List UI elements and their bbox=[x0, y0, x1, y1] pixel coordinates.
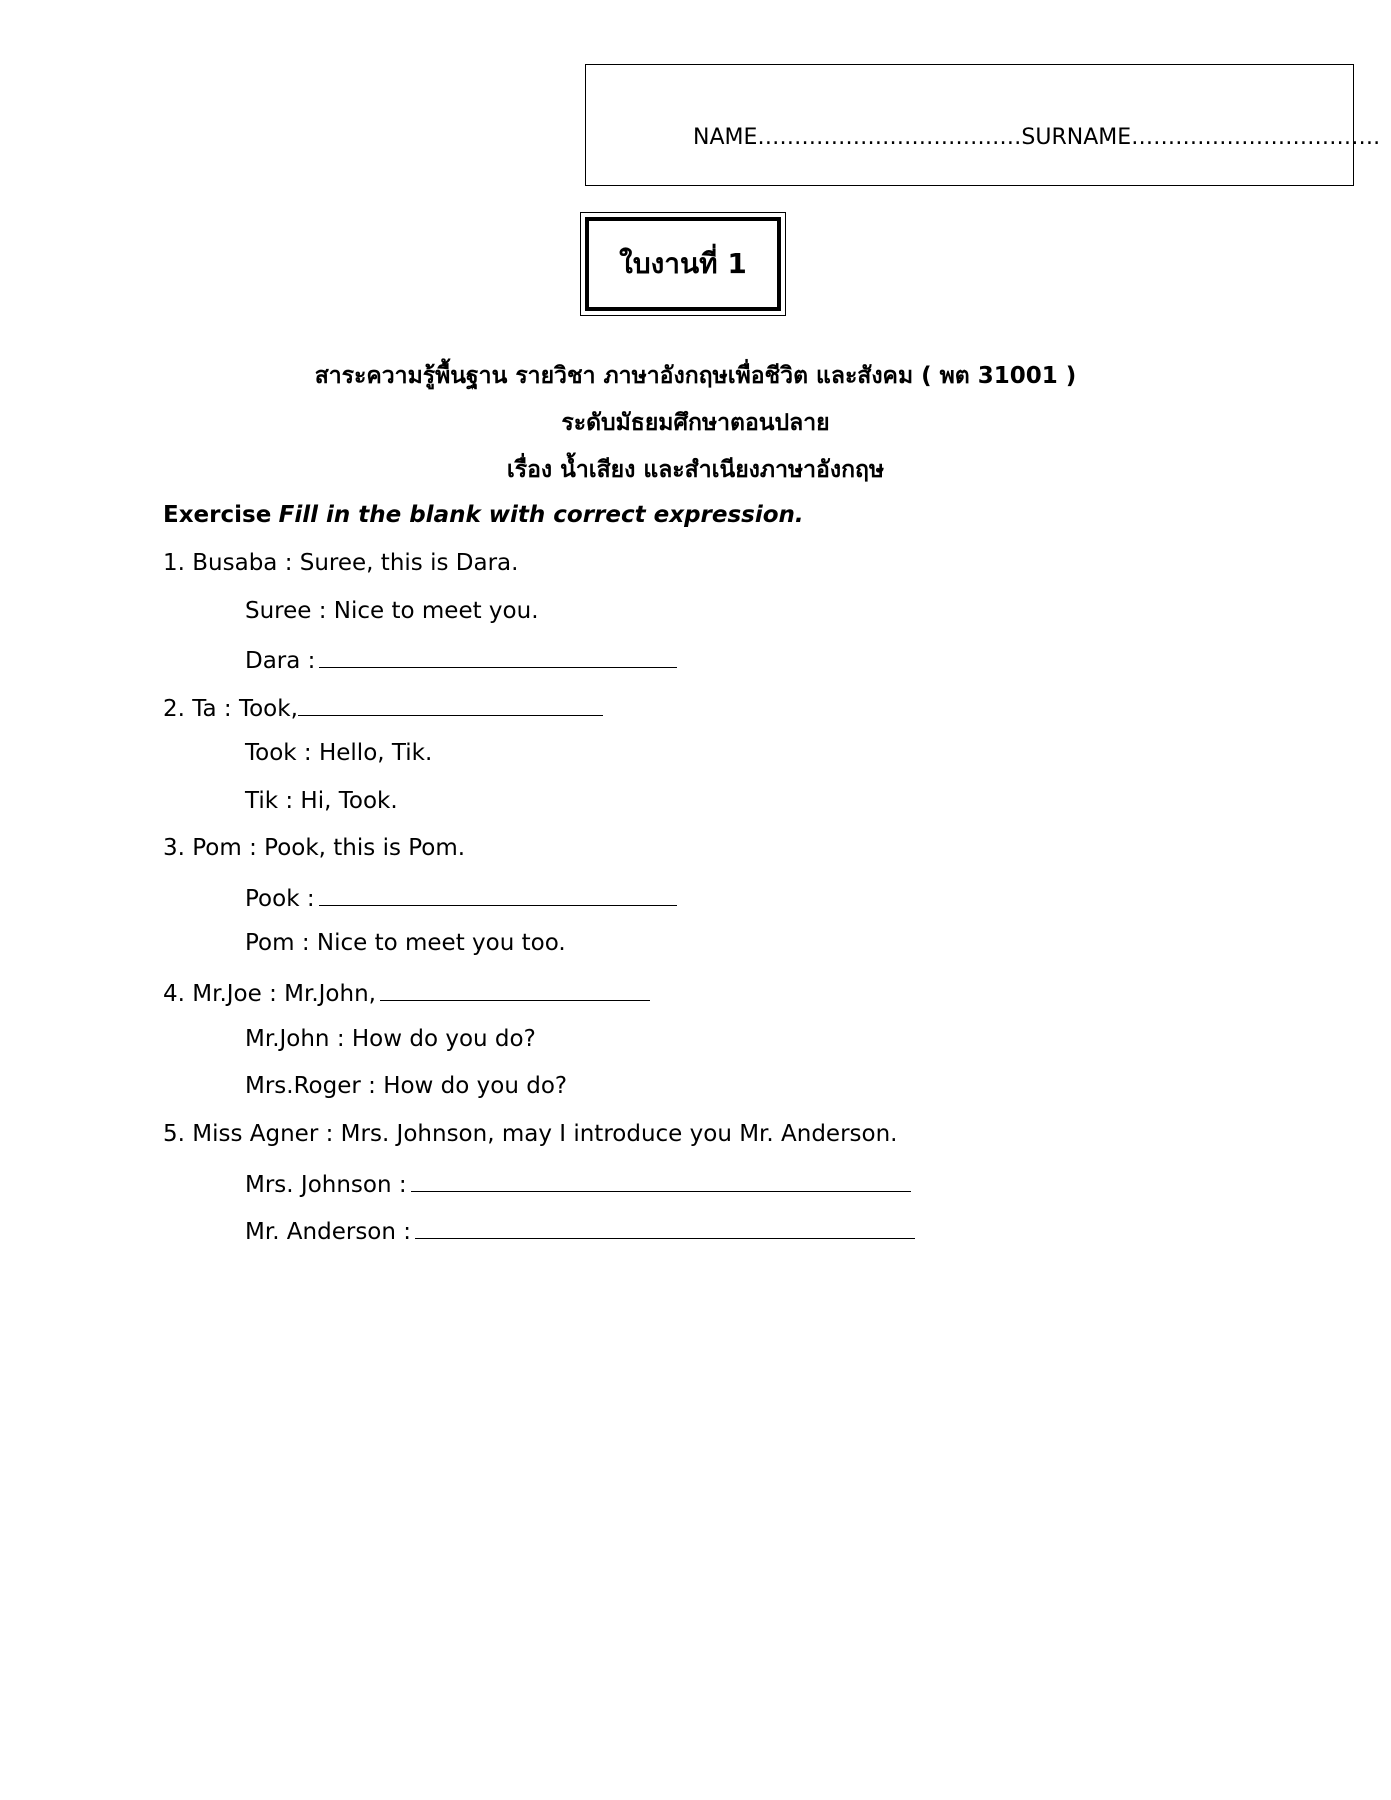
q1-line-2: Suree : Nice to meet you. bbox=[245, 598, 539, 624]
q1-line-1: 1. Busaba : Suree, this is Dara. bbox=[163, 550, 519, 576]
q4-speaker: 4. Mr.Joe : Mr.John, bbox=[163, 981, 376, 1007]
q1-line-3 bbox=[245, 645, 677, 674]
level-heading: ระดับมัธยมศึกษาตอนปลาย bbox=[561, 410, 830, 436]
q2-line-1 bbox=[163, 693, 603, 722]
worksheet-title-box bbox=[580, 212, 786, 316]
q3-answer-blank[interactable] bbox=[319, 883, 677, 906]
q4-line-1 bbox=[163, 978, 650, 1007]
q5-line-2 bbox=[245, 1169, 911, 1198]
q1-answer-blank[interactable] bbox=[319, 645, 677, 668]
name-label: NAME bbox=[693, 125, 758, 150]
q3-speaker: Pook : bbox=[245, 886, 315, 912]
q1-speaker: Dara : bbox=[245, 648, 316, 674]
q2-line-3: Tik : Hi, Took. bbox=[245, 788, 398, 814]
q3-line-3: Pom : Nice to meet you too. bbox=[245, 930, 566, 956]
q4-line-3: Mrs.Roger : How do you do? bbox=[245, 1073, 568, 1099]
exercise-instruction bbox=[163, 502, 804, 528]
worksheet-title: ใบงานที่ 1 bbox=[619, 247, 747, 280]
q4-answer-blank[interactable] bbox=[380, 978, 650, 1001]
q5-speaker-1: Mrs. Johnson : bbox=[245, 1172, 407, 1198]
q5-answer-blank-2[interactable] bbox=[415, 1216, 915, 1239]
exercise-instruction-text: Fill in the blank with correct expression. bbox=[278, 502, 804, 528]
subject-heading: สาระความรู้พื้นฐาน รายวิชา ภาษาอังกฤษเพื่อชีวิต และสังคม ( พต 31001 ) bbox=[314, 363, 1077, 389]
q5-answer-blank-1[interactable] bbox=[411, 1169, 911, 1192]
surname-field[interactable]: ……………………………. bbox=[1131, 125, 1381, 150]
name-surname-line bbox=[693, 125, 1380, 150]
q5-line-3 bbox=[245, 1216, 915, 1245]
name-field[interactable]: ……………………………… bbox=[757, 125, 1022, 150]
q5-line-1: 5. Miss Agner : Mrs. Johnson, may I introduce you Mr. Anderson. bbox=[163, 1121, 898, 1147]
q3-line-2 bbox=[245, 883, 677, 912]
q3-line-1: 3. Pom : Pook, this is Pom. bbox=[163, 835, 466, 861]
q4-line-2: Mr.John : How do you do? bbox=[245, 1026, 536, 1052]
q2-speaker: 2. Ta : Took, bbox=[163, 696, 298, 722]
q2-answer-blank[interactable] bbox=[298, 693, 603, 716]
topic-heading: เรื่อง น้ำเสียง และสำเนียงภาษาอังกฤษ bbox=[506, 457, 885, 483]
q5-speaker-2: Mr. Anderson : bbox=[245, 1219, 412, 1245]
name-surname-box bbox=[585, 64, 1381, 186]
surname-label: SURNAME bbox=[1021, 125, 1132, 150]
exercise-label: Exercise bbox=[163, 502, 272, 528]
q2-line-2: Took : Hello, Tik. bbox=[245, 740, 433, 766]
